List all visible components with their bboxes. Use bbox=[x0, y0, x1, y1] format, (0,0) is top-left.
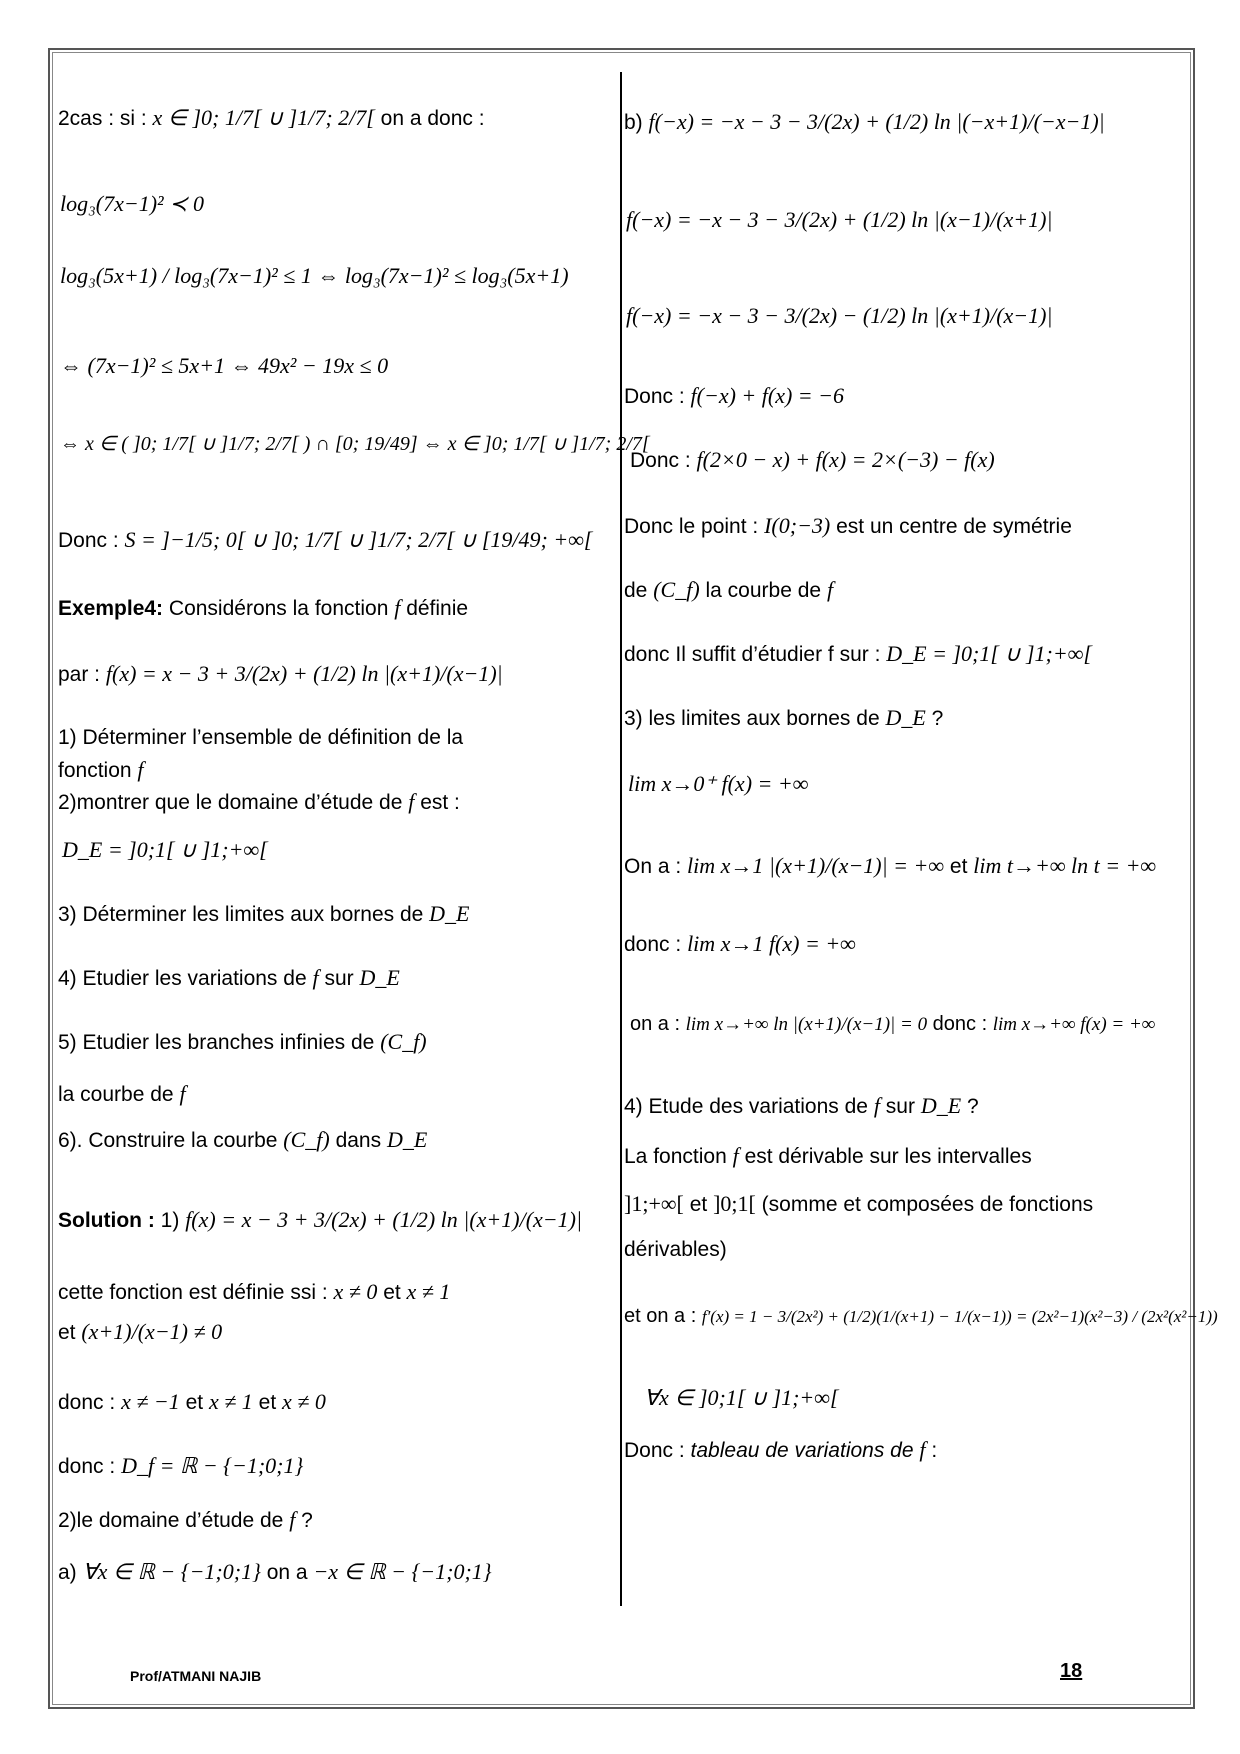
log-ratio: log₃(5x+1) / log₃(7x−1)² ≤ 1 ⇔ log₃(7x−1)² ≤ log₃(5x+1) bbox=[60, 263, 569, 288]
forall-domain: ∀x ∈ ]0;1[ ∪ ]1;+∞[ bbox=[644, 1385, 839, 1410]
f-minus-x-3: f(−x) = −x − 3 − 3/(2x) − (1/2) ln |(x+1)/(x−1)| bbox=[626, 303, 1053, 328]
solution-1: Solution : 1) f(x) = x − 3 + 3/(2x) + (1/2) ln |(x+1)/(x−1)| bbox=[58, 1207, 583, 1232]
log-ineq: log₃(7x−1)² ≺ 0 bbox=[60, 191, 205, 216]
donc-conditions: donc : x ≠ −1 et x ≠ 1 et x ≠ 0 bbox=[58, 1389, 326, 1414]
def-condition: cette fonction est définie ssi : x ≠ 0 et x ≠ 1 bbox=[58, 1279, 451, 1304]
column-divider bbox=[620, 72, 622, 1606]
domain-etude: D_E = ]0;1[ ∪ ]1;+∞[ bbox=[62, 837, 268, 862]
derivable-intervals: ]1;+∞[ et ]0;1[ (somme et composées de fonctions bbox=[624, 1191, 1094, 1216]
symmetry-relation: Donc : f(2×0 − x) + f(x) = 2×(−3) − f(x) bbox=[630, 447, 995, 472]
variations-heading: 4) Etude des variations de f sur D_E ? bbox=[624, 1093, 979, 1118]
part-a: a) ∀x ∈ ℝ − {−1;0;1} on a −x ∈ ℝ − {−1;0;1} bbox=[58, 1559, 492, 1584]
example4-heading: Exemple4: Considérons la fonction f définie bbox=[58, 595, 469, 620]
solution-set: Donc : S = ]−1/5; 0[ ∪ ]0; 1/7[ ∪ ]1/7; 2/7[ ∪ [19/49; +∞[ bbox=[58, 527, 593, 552]
domain-df: donc : D_f = ℝ − {−1;0;1} bbox=[58, 1453, 304, 1478]
page-number: 18 bbox=[1060, 1660, 1083, 1682]
limit-infinity: on a : lim x→+∞ ln |(x+1)/(x−1)| = 0 donc : lim x→+∞ f(x) = +∞ bbox=[630, 1013, 1156, 1035]
footer-author: Prof/ATMANI NAJIB bbox=[130, 1668, 262, 1684]
question-1: 1) Déterminer l’ensemble de définition de la bbox=[58, 726, 464, 749]
question-1b: fonction f bbox=[58, 757, 144, 782]
equiv-interval: ⇔ x ∈ ( ]0; 1/7[ ∪ ]1/7; 2/7[ ) ∩ [0; 19/49] ⇔ x ∈ ]0; 1/7[ ∪ ]1/7; 2/7[ bbox=[60, 433, 650, 455]
equiv-quad: ⇔ (7x−1)² ≤ 5x+1 ⇔ 49x² − 19x ≤ 0 bbox=[60, 353, 389, 378]
limit-one-ln: On a : lim x→1 |(x+1)/(x−1)| = +∞ et lim t→+∞ ln t = +∞ bbox=[624, 853, 1157, 878]
variation-table-label: Donc : tableau de variations de f : bbox=[624, 1437, 938, 1462]
def-condition-2: et (x+1)/(x−1) ≠ 0 bbox=[58, 1319, 223, 1344]
case2-line: 2cas : si : x ∈ ]0; 1/7[ ∪ ]1/7; 2/7[ on a donc : bbox=[58, 105, 485, 130]
derivative: et on a : f′(x) = 1 − 3/(2x²) + (1/2)(1/(x+1) − 1/(x−1)) = (2x²−1)(x²−3) / (2x²(x²−1)) bbox=[624, 1305, 1218, 1327]
function-def: par : f(x) = x − 3 + 3/(2x) + (1/2) ln |(x+1)/(x−1)| bbox=[58, 661, 503, 686]
question-5: 5) Etudier les branches infinies de (C_f) bbox=[58, 1029, 427, 1054]
limit-zero: lim x→0⁺ f(x) = +∞ bbox=[628, 771, 809, 796]
question-3: 3) Déterminer les limites aux bornes de D_E bbox=[58, 901, 470, 926]
sum-relation: Donc : f(−x) + f(x) = −6 bbox=[624, 383, 844, 408]
domain-etude-heading: 2)le domaine d’étude de f ? bbox=[58, 1507, 313, 1532]
question-4: 4) Etudier les variations de f sur D_E bbox=[58, 965, 400, 990]
symmetry-center: Donc le point : I(0;−3) est un centre de symétrie bbox=[624, 513, 1072, 538]
derivable-text: La fonction f est dérivable sur les intervalles bbox=[624, 1143, 1032, 1168]
curve-label: de (C_f) la courbe de f bbox=[624, 577, 834, 602]
limits-heading: 3) les limites aux bornes de D_E ? bbox=[624, 705, 944, 730]
derivable-end: dérivables) bbox=[624, 1238, 727, 1261]
question-2: 2)montrer que le domaine d’étude de f est : bbox=[58, 789, 460, 814]
part-b: b) f(−x) = −x − 3 − 3/(2x) + (1/2) ln |(−x+1)/(−x−1)| bbox=[624, 109, 1105, 134]
f-minus-x-2: f(−x) = −x − 3 − 3/(2x) + (1/2) ln |(x−1)/(x+1)| bbox=[626, 207, 1053, 232]
study-domain: donc Il suffit d’étudier f sur : D_E = ]0;1[ ∪ ]1;+∞[ bbox=[624, 641, 1092, 666]
question-6: 6). Construire la courbe (C_f) dans D_E bbox=[58, 1127, 428, 1152]
question-5b: la courbe de f bbox=[58, 1081, 186, 1106]
limit-one: donc : lim x→1 f(x) = +∞ bbox=[624, 931, 856, 956]
